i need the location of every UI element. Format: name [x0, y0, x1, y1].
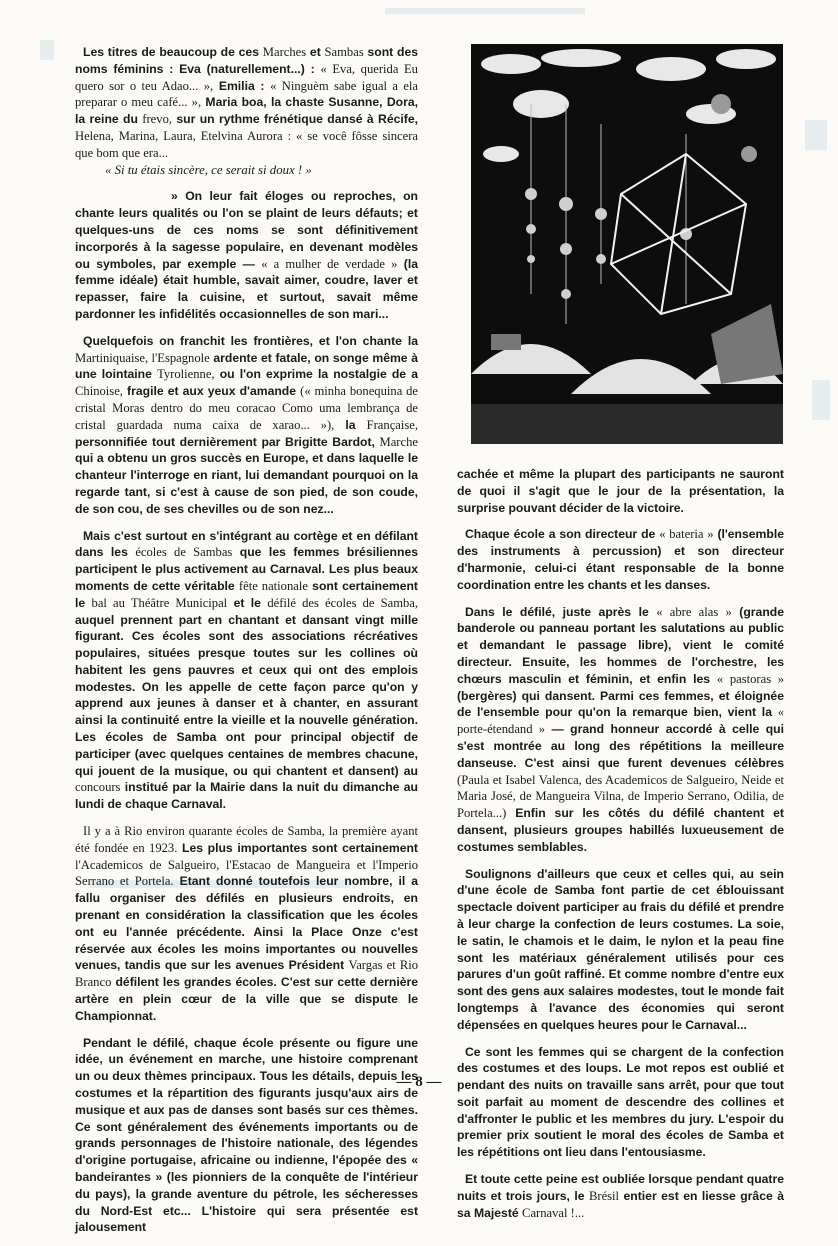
text-span: personnifiée tout dernièrement par Brigitte Bardot, — [75, 434, 375, 449]
text-span: fragile et aux yeux d'amande — [127, 384, 297, 399]
right-paragraph-3 — [457, 604, 784, 856]
text-span: (la femme idéale) était humble, savait aimer, coudre, laver et repasser, faire la cuisine, et surtout, savait même pardonner les infidélités occasionnelles de son mari... — [75, 256, 418, 321]
text-span: Ce sont les femmes qui se chargent de la confection des costumes et des loups. Le mot repos est oublié et pendant des nuits on travaille sans arrêt, pour que tout soit parfait au moment de descendre des collines et d'affronter le public et les membres du jury. L'espoir du premier prix soutient le moral des écoles de Samba et les répétitions ont lieu dans l'entousiasme. — [457, 1044, 784, 1160]
text-span: Enfin sur les côtés du défilé chantent et dansent, plusieurs groupes habillés luxueusement de costumes semblables. — [457, 806, 784, 854]
text-span: « bateria » — [659, 527, 714, 542]
left-paragraph-3 — [75, 333, 418, 518]
text-span: Tyrolienne, — [157, 367, 215, 382]
text-span: Soulignons d'ailleurs que ceux et celles qui, au sein d'une école de Samba font partie de cet éblouissant spectacle doivent participer au frais du défilé et prendre à leur charge la confection de leurs costumes. La soie, le satin, le chamois et le daim, le nylon et la peau fine sont les matériaux généralement utilisés pour ces parures d'un goût raffiné. Et comme nombre d'entre eux sont des gens aux salaires modestes, tout le monde fait longtemps à l'avance des économies qui seront dépensées en quelques heures pour le Carnaval... — [457, 866, 784, 1032]
left-paragraph-6 — [75, 1035, 418, 1237]
text-span: Pendant le défilé, chaque école présente ou figure une idée, un événement en marche, une histoire comprenant un ou deux thèmes principaux. Tous les détails, depuis les costumes et la répartition des figurants jusqu'aux airs de musique et aux pas de danses sont basés sur ces thèmes. Ce sont généralement des événements importants ou de grands personnages de l'histoire nationale, des légendes d'origine portugaise, africaine ou indienne, l'épopée des « bandeirantes » (les pionniers de la conquête de l'intérieur du pays), la grande aventure du pétrole, les sécheresses du Nord-Est etc... L'histoire qui sera présentée est jalousement — [75, 1035, 418, 1235]
text-span: Etant donné toutefois leur nombre, il a fallu organiser des défilés en plusieurs endroits, en prenant en considération la classification que les écoles ont eu l'année précédente. Ainsi la Place Onze — [75, 874, 419, 939]
left-paragraph-2 — [75, 188, 418, 322]
text-span: Les titres de beaucoup de ces — [83, 45, 259, 59]
text-span: auquel prennent part en chantant et dansant vingt mille figurant. Ces écoles sont des associations récréatives populaires, situées presque toutes sur les collines où habitent les gens pauvres et ceux qui ont des emplois modestes. On les appelle de cette façon parce qu'on y apprend aux jeunes à danser et à chanter, en assurant ainsi la continuité entre la vieille et la nouvelle génération. Les écoles de Samba ont pour principal objectif de participer (avec quelques centaines de membres chacune, qui jouent de la musique, ou qui chantent et dansent) au — [75, 612, 418, 778]
italic-quote: « Si tu étais sincère, ce serait si doux ! » — [105, 162, 312, 177]
text-span: l'Academicos de Salgueiro, l'Estacao de Mangueira et l'Imperio Serrano et Portela. — [75, 857, 418, 889]
text-span: Les plus importantes sont certainement — [182, 840, 418, 855]
text-span: Dans le défilé, juste après le — [465, 604, 649, 619]
text-span: qui a obtenu un gros succès en Europe, et dans laquelle le chanteur l'interroge en riant, lui demandant pourquoi on la regarde tant, si c'est à cause de son pied, de son coude, de son cou, de ses chevilles ou de son nez... — [75, 451, 418, 516]
text-span: (grande banderole ou panneau portant les salutations au public et demandant le passage libre), vient le comité directeur. Ensuite, les hommes de l'orchestre, les chœurs masculin et féminin, et enfin les — [457, 604, 784, 686]
text-span: écoles de Sambas — [135, 545, 233, 560]
right-paragraph-5 — [457, 1044, 784, 1162]
text-span: c'est réservée aux écoles les moins importantes ou nouvelles venues, tandis que sur les avenues Président — [75, 924, 418, 973]
text-span: « pastoras » — [716, 671, 785, 686]
text-span: Il y a à Rio environ quarante écoles de Samba, la première ayant été fondée en 1923. — [75, 824, 418, 855]
text-span: Quelquefois on franchit les frontières, et l'on chante la — [83, 333, 418, 348]
text-span: Et toute cette peine est oubliée lorsque pendant quatre nuits et trois jours, le — [457, 1172, 784, 1203]
text-span: « porte-étendand » — [457, 705, 784, 737]
right-paragraph-1 — [457, 466, 784, 516]
text-span: » On leur fait éloges ou reproches, on chante leurs qualités ou l'on se plaint de leurs défauts; et quelques-uns de ces noms se sont définitivement incorporés à la sagesse populaire, en devenant modèles ou symboles, par exemple — — [75, 189, 418, 271]
text-span: Sambas — [324, 45, 364, 59]
text-span: défilent les grandes écoles. C'est sur cette dernière artère en plein cœur de la ville que se dispute le Championnat. — [75, 975, 419, 1023]
text-span: « Eva, querida Eu quero sor o teu Adao... », — [75, 61, 418, 93]
text-span: (« minha bonequina de cristal Moras dentro do meu coracao Como uma lembrança de cristal guardada numa caixa de xarao... »), — [75, 384, 419, 432]
text-span: Brésil — [588, 1188, 620, 1203]
left-paragraph-1 — [75, 44, 418, 178]
page-number: — 8 — — [396, 1074, 442, 1090]
text-span: entier est en liesse grâce à sa Majesté — [457, 1188, 784, 1220]
text-span: Marches — [262, 45, 307, 59]
text-span: « abre alas » — [656, 604, 732, 619]
left-paragraph-4 — [75, 528, 418, 814]
text-span: défilé des écoles de Samba, — [267, 595, 419, 610]
text-span: Chinoise, — [75, 384, 123, 399]
text-span: — grand honneur accordé à celle qui s'est montrée au long des répétitions la meilleure danseuse. C'est ainsi que furent devenues célèbres — [457, 722, 784, 770]
text-span: (bergères) qui dansent. Parmi ces femmes, et éloignée de l'ensemble pour qu'on la remarque bien, vient la — [457, 688, 784, 720]
left-paragraph-5 — [75, 823, 418, 1025]
text-span: (Paula et Isabel Valenca, des Academicos de Salgueiro, Neide et Maria José, de Mangueira Vilna, de Imperio Serrano, Odilia, de Portela...) — [457, 772, 784, 821]
text-span: la — [345, 417, 356, 432]
text-span: sont certainement le — [75, 578, 418, 610]
text-span: Vargas et Rio Branco — [75, 958, 419, 990]
right-paragraph-4 — [457, 866, 784, 1034]
text-span: Chaque école a son directeur de — [465, 527, 656, 542]
text-span: Helena, Marina, Laura, Etelvina Aurora : « se você fôsse sincera que bom que era... — [75, 128, 418, 160]
text-span: frevo, — [142, 112, 173, 127]
text-span: Française, — [366, 417, 419, 432]
text-span: et le — [233, 595, 261, 610]
text-span: Maria boa, la chaste Susanne, Dora, la reine du — [75, 95, 419, 127]
text-span: cachée et même la plupart des participants ne sauront de quoi il s'agit que le jour de la présentation, la surprise pouvant décider de la victoire. — [457, 467, 784, 515]
text-span: Carnaval !... — [522, 1205, 585, 1220]
right-paragraph-6 — [457, 1171, 784, 1221]
carnival-sculpture-photo — [471, 44, 783, 444]
text-span: Mais c'est surtout en s'intégrant au cortège et en défilant dans les — [75, 528, 418, 560]
text-span: bal au Théâtre Municipal — [91, 595, 228, 610]
text-span: et — [309, 45, 321, 59]
text-span: ou l'on exprime la nostalgie de a — [219, 367, 419, 382]
text-span: institué par la Mairie dans la nuit du dimanche au lundi de chaque Carnaval. — [75, 780, 419, 812]
text-span: sur un rythme frénétique dansé à Récife, — [176, 112, 418, 127]
text-span: ardente et fatale, on songe même à une lointaine — [75, 350, 418, 382]
text-span: concours — [75, 780, 121, 795]
text-span: Emilia : — [218, 78, 265, 93]
right-paragraph-2 — [457, 526, 784, 593]
right-column — [457, 466, 784, 1231]
text-span: sont des noms féminins : Eva (naturellement...) : — [75, 45, 419, 76]
text-span: « Ninguèm sabe igual a ela preparar o meu café... », — [75, 78, 419, 110]
text-span: « a mulher de verdade » — [261, 256, 398, 271]
left-column — [75, 44, 418, 1246]
text-span: fête nationale — [238, 578, 308, 593]
text-span: (l'ensemble des instruments à percussion) et son directeur d'harmonie, celui-ci étant responsable de la bonne coordination entre les chants et les danses. — [457, 527, 785, 592]
text-span: Marche — [379, 434, 418, 449]
text-span: Martiniquaise, l'Espagnole — [75, 350, 210, 365]
text-span: que les femmes brésiliennes participent le plus activement au Carnaval. Les plus beaux moments de cette véritable — [75, 545, 418, 593]
